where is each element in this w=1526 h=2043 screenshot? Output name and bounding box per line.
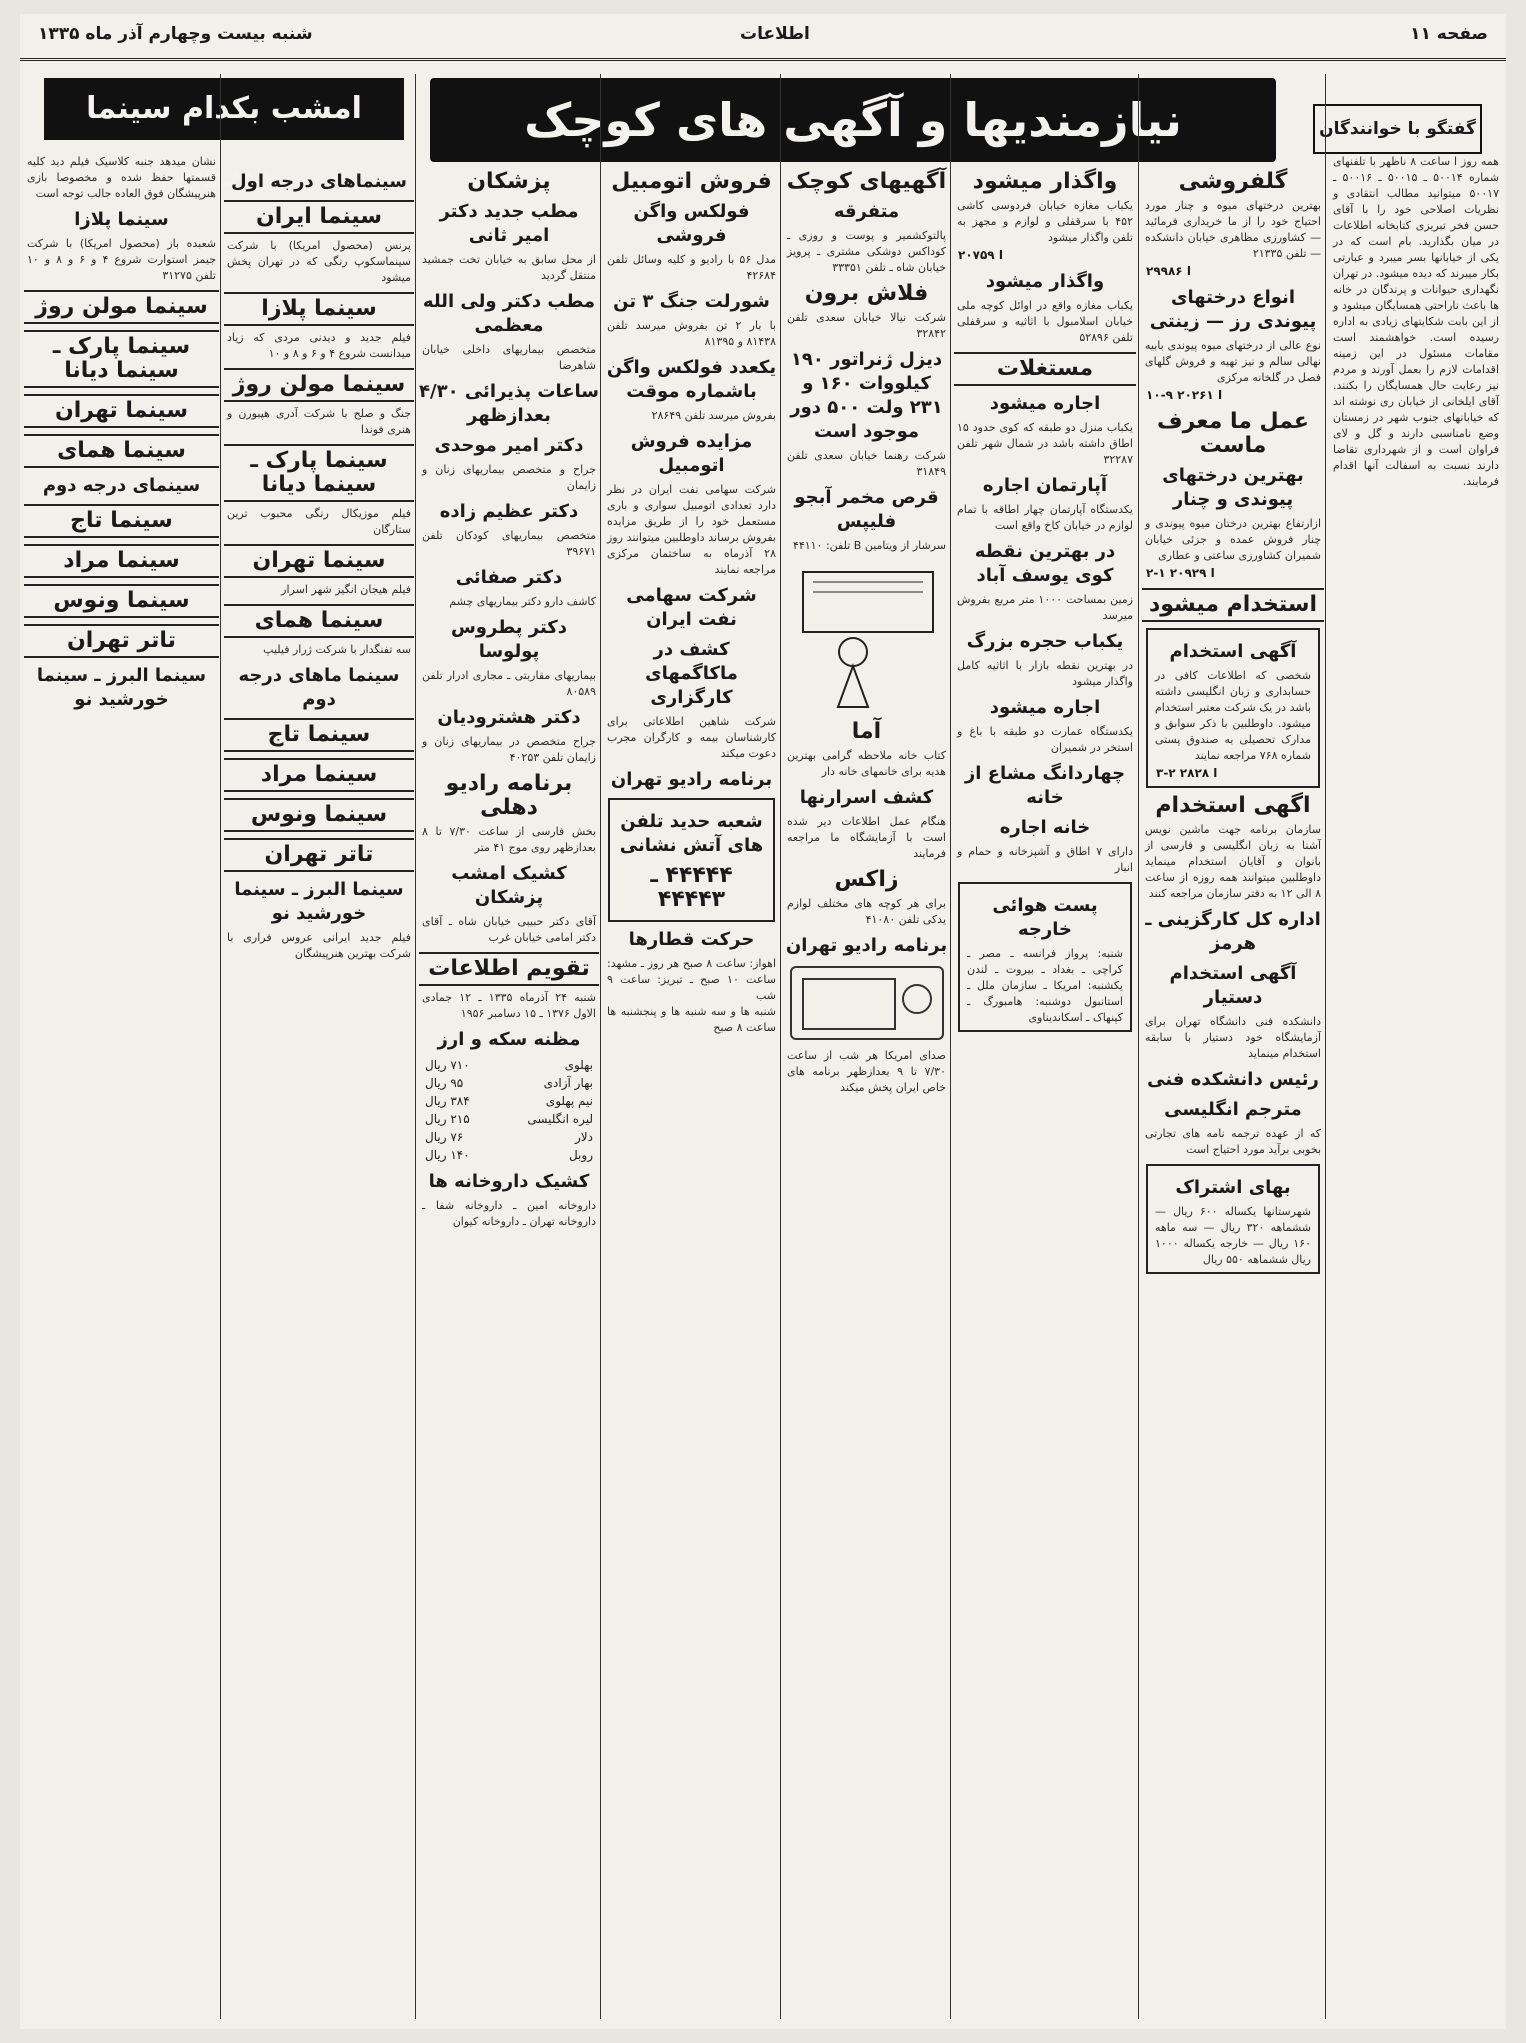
airmail-box (958, 882, 1132, 1032)
ad-text: شعبده باز (محصول امریکا) با شرکت جیمز استوارت شروع ۴ و ۶ و ۸ و ۱۰ تلفن ۳۱۲۷۵ (27, 237, 217, 282)
ad-text: شنبه ها و سه شنبه ها و پنجشنبه ها ساعت ۸ صبح (607, 1005, 776, 1034)
ad-text: شرکت شاهین اطلاعاتی برای کارشناسان بیمه و کارگران مجرب دعوت میکند (607, 715, 776, 760)
heading: سینما ایران (224, 200, 414, 234)
heading: واگذار میشود (972, 169, 1118, 194)
rate-value: ۱۴۰ ریال (425, 1148, 470, 1162)
ad-text: یکدستگاه آپارتمان چهار اطاقه با تمام لوازم در خیابان کاخ واقع است (957, 503, 1133, 532)
ad-text: جنگ و صلح با شرکت آدری هپبورن و هنری فوندا (227, 407, 411, 436)
ad-text: آقای دکتر حبیبی خیابان شاه ـ آقای دکتر امامی خیابان غرب (422, 915, 596, 944)
rate-value: ۳۸۴ ریال (425, 1094, 470, 1108)
ad-text: پالتوکشمیر و پوست و روزی ـ کوداکس دوشکی مشتری ـ پرویز خیابان شاه ـ تلفن ۳۳۳۵۱ (787, 229, 946, 274)
heading: سینما البرز ـ سینما خورشید نو (234, 879, 404, 924)
ad-text: دارای ۷ اطاق و آشپزخانه و حمام و انبار (957, 845, 1133, 874)
rate-row (425, 1128, 593, 1146)
heading: کشف اسرارنها (799, 787, 934, 808)
phone-number: ۳-۲ ۲۸۲۸ ا (1156, 766, 1218, 780)
heading: شرکت سهامی نفت ایران (626, 585, 757, 630)
heading: سینما مولن روژ (24, 290, 219, 324)
heading: دکتر عظیم زاده (439, 501, 579, 522)
page-number: صفحه ۱۱ (1410, 24, 1488, 44)
ad-text: شنبه: پرواز فرانسه ـ مصر ـ کراچی ـ بغداد ـ بیروت ـ لندن یکشنبه: امریکا ـ سازمان ملل ـ استانبول دوشنبه: هامبورگ ـ کپنهاک ـ اسکاندیناوی (967, 947, 1123, 1024)
ad-text: برای هر کوچه های مختلف لوازم یدکی تلفن ۴۱۰۸۰ (787, 897, 946, 926)
heading: عمل ما معرف ماست (1157, 409, 1309, 458)
ad-text: بیماریهای مقاربتی ـ مجاری ادرار تلفن ۸۰۵۸۹ (422, 669, 596, 698)
ad-text: فیلم جدید ایرانی عروس فراری با شرکت بهترین هنرپیشگان (227, 931, 411, 960)
ad-text: سرشار از ویتامین B تلفن: ۴۴۱۱۰ (792, 539, 946, 552)
column-rule (950, 74, 951, 2019)
rate-name: نیم پهلوی (545, 1094, 593, 1108)
readers-text: همه روز ا ساعت ۸ ناظهر با تلفنهای شماره ۵۰۰۱۴ ـ ۵۰۰۱۵ ـ ۵۰۰۱۶ ـ ۵۰۰۱۷ میتوانید مطالب انتقادی و نظریات اصلاحی خود را با آقای حسن فخر تبریزی کتابخانه اطلاعات در میان بگذارید. بام است که در یکی از خیابانها بسر میبرد و عبارتی بکار میبرند که دیده میشود. در تهران نگهداری حیوانات و پرندگان در خانه ها باعث ناراحتی همسایگان میشود و از این بابت شکایتهای زیادی به اداره رسیده است. خواهشمند است مقامات مسئول در این زمینه اقدامات لازم را بعمل آورند و مردم نیز رعایت حال همسایگان را بکنند. آقای ایلخانی از خیابان ری نوشته اند که خیابانهای جنوب شهر در زمستان وضع نامناسبی دارند و گل و لای فراوان است و از شهرداری تقاضا دارند نسبت به اسفالت آنها اقدام فرمایند. (1333, 155, 1499, 488)
heading: آگهی استخدام دستیار (1169, 963, 1297, 1008)
heading: سینما مراد (224, 758, 414, 792)
heading: مترجم انگلیسی (1164, 1099, 1302, 1120)
heading: مظنه سکه و ارز (437, 1029, 581, 1050)
heading: دیزل ژنراتور ۱۹۰ کیلووات ۱۶۰ و ۲۳۱ ولت ۵۰۰ دور موجود است (790, 349, 943, 442)
heading: گلفروشی (1178, 169, 1288, 194)
ad-text: جراح و متخصص بیماریهای زنان و زایمان (422, 463, 596, 492)
phone-number: ۲-۱ ۲۰۹۲۹ ا (1146, 566, 1215, 580)
heading: ساعات پذیرائی ۴/۳۰ بعدازظهر (419, 381, 599, 426)
rate-value: ۷۱۰ ریال (425, 1058, 470, 1072)
heading: فلاش برون (804, 281, 929, 306)
ad-text: شرکت سهامی نفت ایران در نظر دارد تعدادی اتومبیل سواری و باری مستعمل خود را از طریق مزایده بفروش برساند داوطلبین میتوانند روز ۲۸ آذرماه به ساختمان مرکزی مراجعه نمایند (607, 483, 776, 576)
heading: مطب جدید دکتر امیر ثانی (439, 201, 579, 246)
ad-text: یکدستگاه عمارت دو طبقه با باغ و استخر در شمیران (957, 725, 1133, 754)
ad-text: جراح متخصص در بیماریهای زنان و زایمان تلفن ۴۰۲۵۳ (422, 735, 596, 764)
rate-name: بهار آزادی (543, 1076, 593, 1090)
heading: خانه اجاره (999, 817, 1091, 838)
rate-row (425, 1056, 593, 1074)
heading: برنامه رادیو دهلی (445, 771, 573, 820)
issue-date: شنبه بیست وچهارم آذر ماه ۱۳۳۵ (38, 24, 313, 44)
ad-text: بهترین درختهای میوه و چنار مورد احتیاج خود را از ما خریداری فرمائید — کشاورزی مظاهری خیابان دانشکده — تلفن ۲۱۳۳۵ (1145, 199, 1321, 260)
column-rule (1138, 74, 1139, 2019)
section-heading: استخدام میشود (1142, 588, 1324, 622)
heading: مزایده فروش اتومبیل (630, 431, 753, 476)
ad-text: فیلم جدید و دیدنی مردی که زیاد میدانست شروع ۴ و ۶ و ۸ و ۱۰ (227, 331, 411, 360)
rate-value: ۹۵ ریال (425, 1076, 464, 1090)
rate-value: ۲۱۵ ریال (425, 1112, 470, 1126)
ad-text: شخصی که اطلاعات کافی در حسابداری و زبان انگلیسی داشته باشد در یک شرکت معتبر استخدام میشود. داوطلبین با ذکر سوابق و مدارک تحصیلی به صندوق پستی شماره ۷۶۸ مراجعه نمایند (1155, 669, 1311, 762)
cinema-listings-column (224, 164, 414, 2019)
ad-text: یکباب منزل دو طبقه که کوی حدود ۱۵ اطاق داشته باشد در شمال شهر تلفن ۳۲۲۸۷ (957, 421, 1133, 466)
heading: حرکت قطارها (628, 929, 755, 950)
rate-row (425, 1146, 593, 1164)
heading: شعبه حدید تلفن های آتش نشانی (619, 811, 764, 856)
ad-text: نوع عالی از درختهای میوه پیوندی بابیه نهالی سالم و نیز تهیه و فروش گلهای فصل در گلخانه مرکزی (1145, 339, 1321, 384)
column-rule (220, 74, 221, 2019)
newspaper-page (20, 14, 1506, 2029)
heading: سینما پارک ـ سینما دیانا (224, 444, 414, 502)
ad-text: که از عهده ترجمه نامه های تجارتی بخوبی برآید مورد احتیاج است (1145, 1127, 1321, 1156)
running-header (20, 14, 1506, 61)
subscription-box (1146, 1164, 1320, 1274)
ad-text: شنبه ۲۴ آذرماه ۱۳۳۵ ـ ۱۲ جمادی الاول ۱۳۷۶ ـ ۱۵ دسامبر ۱۹۵۶ (422, 991, 597, 1020)
heading: آپارتمان اجاره (982, 475, 1108, 496)
ad-text: کاشف دارو دکتر بیماریهای چشم (449, 595, 596, 608)
doctors-column (419, 164, 599, 2019)
phone-number: ۱۰-۹ ۲۰۲۶۱ ا (1146, 388, 1223, 402)
heading: آگهی استخدام (1169, 641, 1297, 662)
heading: تاتر تهران (24, 624, 219, 658)
misc-ads-column (784, 164, 949, 2019)
heading: مطب دکتر ولی الله معظمی (422, 291, 596, 336)
ad-text: بخش فارسی از ساعت ۷/۳۰ تا ۸ بعدازظهر روی موج ۴۱ متر (422, 825, 597, 854)
cinema-banner: امشب بکدام سینما میروید (44, 78, 404, 140)
heading: قرص مخمر آبجو فلیپس (794, 487, 939, 532)
heading: چهاردانگ مشاع از خانه (964, 763, 1126, 808)
ad-text: زمین بمساحت ۱۰۰۰ متر مربع بفروش میرسد (957, 593, 1133, 622)
classifieds-banner: نیازمندیها و آگهی های کوچک (430, 78, 1276, 162)
heading: اجاره میشود (989, 697, 1101, 718)
heading: سینما پارک ـ سینما دیانا (24, 330, 219, 388)
heading: اجاره میشود (989, 393, 1101, 414)
heading: فروش اتومبیل (611, 169, 772, 194)
ad-text: با بار ۲ تن بفروش میرسد تلفن ۸۱۴۳۸ و ۸۱۳۹۵ (607, 319, 776, 348)
ad-text: فیلم موزیکال رنگی محبوب ترین ستارگان (227, 507, 411, 536)
cinema-left-column (24, 154, 219, 2019)
heading: شورلت جنگ ۳ تن (613, 291, 770, 312)
heading: دکتر صفائی (455, 567, 563, 588)
heading: سینما ماهای درجه دوم (238, 665, 400, 710)
heading: رئیس دانشکده فنی (1147, 1069, 1319, 1090)
heading: سینما تاج (24, 504, 219, 538)
ad-text: سه تفنگدار با شرکت ژرار فیلیپ (263, 643, 411, 656)
ad-text: متخصص بیماریهای کودکان تلفن ۳۹۶۷۱ (422, 529, 596, 558)
ad-text: مدل ۵۶ با رادیو و کلیه وسائل تلفن ۴۲۶۸۴ (607, 253, 777, 282)
heading: در بهترین نقطه کوی یوسف آباد (974, 541, 1116, 586)
heading: سینما تهران (24, 394, 219, 428)
rate-value: ۷۶ ریال (425, 1130, 464, 1144)
heading: آما (851, 719, 882, 744)
heading: کشیک داروخانه ها (428, 1171, 590, 1192)
rate-name: لیره انگلیسی (527, 1112, 593, 1126)
ad-text: صدای امریکا هر شب از ساعت ۷/۳۰ تا ۹ بعدازظهر برنامه های خاص ایران پخش میکند (787, 1049, 946, 1094)
heading: سینما پلازا (74, 209, 169, 230)
heading: برنامه رادیو تهران (610, 769, 773, 790)
heading: سینمای درجه دوم (42, 475, 201, 496)
real-estate-column (954, 164, 1136, 2019)
heading: سینما مولن روژ (224, 368, 414, 402)
ad-text: اهواز: ساعت ۸ صبح هر روز ـ مشهد: ساعت ۱۰ صبح ـ تبریز: ساعت ۹ شب (607, 957, 776, 1002)
job-ad-box (1146, 628, 1320, 788)
ad-text: کتاب خانه ملاحظه گرامی بهترین هدیه برای خانمهای خانه دار (787, 749, 946, 778)
heading: سینما البرز ـ سینما خورشید نو (36, 665, 207, 710)
phone-number: ۲۹۹۸۶ ا (1146, 264, 1191, 278)
ad-text: پرنس (محصول امریکا) با شرکت سینماسکوپ رنگی که در تهران پخش میشود (227, 239, 411, 284)
ad-text: بفروش میرسد تلفن ۲۸۶۴۹ (651, 409, 776, 422)
ad-text: داروخانه امین ـ داروخانه شفا ـ داروخانه تهران ـ داروخانه کیوان (422, 1199, 596, 1228)
heading: سینما تهران (224, 544, 414, 578)
readers-column (1330, 154, 1502, 2019)
rate-row (425, 1074, 593, 1092)
heading: واگذار میشود (985, 271, 1105, 292)
heading: سینما تاج (224, 718, 414, 752)
heading: دکتر پطروس پولوسا (450, 617, 568, 662)
heading: زاکس (834, 867, 899, 892)
heading: پست هوائی خارجه (992, 895, 1098, 940)
heading: یکعدد فولکس واگن باشماره موقت (606, 357, 777, 402)
ad-text: فیلم هیجان انگیز شهر اسرار (281, 583, 411, 596)
heading: تقویم اطلاعات (419, 952, 599, 986)
ad-text: یکباب مغازه خیابان فردوسی کاشی ۴۵۲ با سرقفلی و لوازم و مجهز به تلفن واگذار میشود (957, 199, 1133, 244)
ad-text: سازمان برنامه جهت ماشین نویس آشنا به زبان انگلیسی و فارسی از بانوان و آقایان استخدام مینماید داوطلبین میتوانند همه روزه از ساعت ۸ الی ۱۲ به دفتر سازمان مراجعه کنند (1145, 823, 1321, 900)
ad-text: شهرستانها یکساله ۶۰۰ ریال — ششماهه ۳۲۰ ریال — سه ماهه ۱۶۰ ریال — خارجه یکساله ۱۰۰۰ ریال ششماهه ۵۵۰ ریال (1155, 1205, 1312, 1266)
heading: پزشکان (467, 169, 551, 194)
heading: یکباب حجره بزرگ (966, 631, 1124, 652)
heading: بهای اشتراک (1175, 1177, 1291, 1198)
heading: سینما ونوس (24, 584, 219, 618)
heading: سینماهای درجه اول (231, 171, 407, 192)
ad-text: متخصص بیماریهای داخلی خیابان شاهرضا (422, 343, 596, 372)
heading: سینما ونوس (224, 798, 414, 832)
ama-illustration (790, 562, 943, 712)
fire-dept-box (608, 798, 775, 922)
heading: متفرقه (833, 201, 900, 222)
heading: سینما پلازا (224, 292, 414, 326)
auto-column (604, 164, 779, 2019)
heading: انواع درختهای پیوندی رز — زینتی (1149, 287, 1317, 332)
heading: آگهیهای کوچک (786, 169, 947, 194)
ad-text: در بهترین نقطه بازار با اثاثیه کامل واگذار میشود (957, 659, 1133, 688)
radio-icon (790, 966, 944, 1040)
column-rule (600, 74, 601, 2019)
heading: برنامه رادیو تهران (785, 935, 948, 956)
ad-text: نشان میدهد جنبه کلاسیک فیلم دید کلیه قسمتها حفظ شده و مخصوصا بازی هنرپیشگان فوق العاده جالب توجه است (27, 155, 216, 200)
heading: اگهی استخدام (1155, 793, 1311, 818)
phone-number: ۲۰۷۵۹ ا (958, 248, 1003, 262)
heading: سینما همای (24, 434, 219, 468)
rate-name: بهلوی (564, 1058, 593, 1072)
woman-ironing-illustration (793, 562, 943, 712)
heading: سینما همای (224, 604, 414, 638)
column-rule (780, 74, 781, 2019)
heading: تاتر تهران (224, 838, 414, 872)
ad-text: دانشکده فنی دانشگاه تهران برای آزمایشگاه خود دستیار با سابقه استخدام مینماید (1145, 1015, 1321, 1060)
heading: کشیک امشب پزشکان (451, 863, 567, 908)
paper-name: اطلاعات (740, 24, 810, 44)
heading: سینما مراد (24, 544, 219, 578)
ad-text: ازارتفاع بهترین درختان میوه پیوندی و چنار فروش عمده و جزئی خیابان شمیران کشاورزی ساعتی و عطاری (1145, 517, 1321, 562)
section-heading: مستغلات (954, 352, 1136, 386)
readers-box-title: گفتگو با خوانندگان (1313, 104, 1482, 154)
flower-jobs-column (1142, 164, 1324, 2019)
rates-table (419, 1056, 599, 1164)
rate-name: دلار (575, 1130, 593, 1144)
ad-text: از محل سابق به خیابان تخت جمشید منتقل گردید (422, 253, 596, 282)
heading: کشف در ماکاگمهای کارگزاری (645, 639, 738, 708)
heading: دکتر امیر موحدی (434, 435, 584, 456)
heading: اداره کل کارگزینی ـ هرمز (1145, 909, 1321, 954)
ad-text: یکباب مغازه واقع در اوائل کوچه ملی خیابان اسلامبول با اثاثیه و سرقفلی تلفن ۵۲۸۹۶ (957, 299, 1133, 344)
heading: فولکس واگن فروشی (633, 201, 750, 246)
ad-text: شرکت رهنما خیابان سعدی تلفن ۳۱۸۴۹ (787, 449, 946, 478)
heading: بهترین درختهای پیوندی و چنار (1162, 465, 1304, 510)
heading: دکتر هشترودیان (437, 707, 581, 728)
column-rule (1325, 74, 1326, 2019)
rate-row (425, 1092, 593, 1110)
fire-phones: ۴۴۴۴۴ ـ ۴۴۴۴۳ (650, 863, 733, 912)
rate-name: روبل (568, 1148, 593, 1162)
rate-row (425, 1110, 593, 1128)
ad-text: شرکت نیالا خیابان سعدی تلفن ۳۲۸۴۲ (787, 311, 946, 340)
column-rule (415, 74, 416, 2019)
ad-text: هنگام عمل اطلاعات دیر شده است با آزمایشگاه ما مراجعه فرمایند (787, 815, 946, 860)
